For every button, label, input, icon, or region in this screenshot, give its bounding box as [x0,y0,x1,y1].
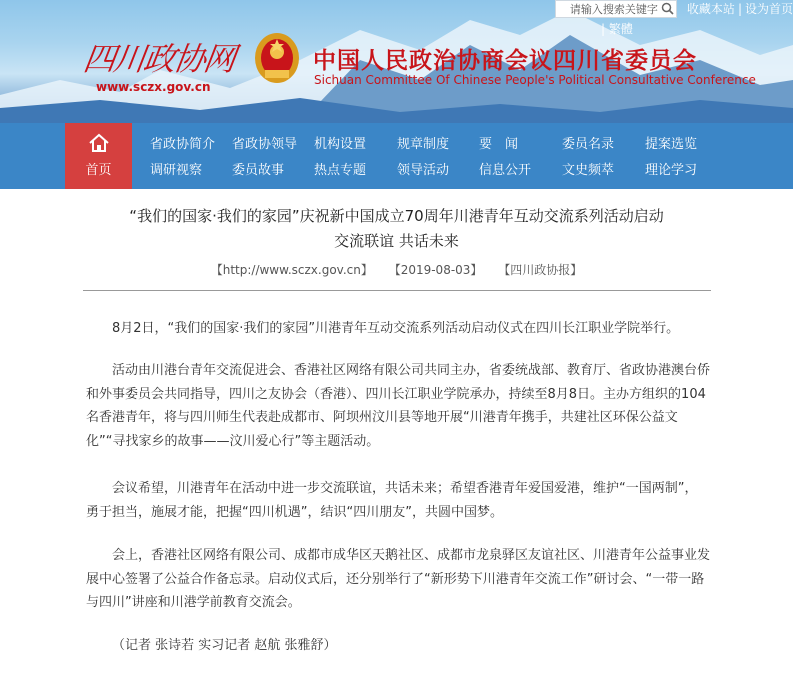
divider [83,290,711,291]
traditional-chinese-link[interactable]: | 繁體 [601,22,633,36]
search-icon[interactable] [660,1,676,17]
nav-item-cppcc-intro[interactable]: 省政协简介 [150,137,216,152]
top-bar [555,0,793,18]
site-title-cn: 中国人民政治协商会议四川省委员会 [313,48,697,74]
nav-item-leaders[interactable]: 省政协领导 [232,137,298,152]
cppcc-emblem-icon [252,30,302,88]
nav-item-hot-topics[interactable]: 热点专题 [314,163,367,178]
article-publisher: 【四川政协报】 [498,263,583,277]
site-logo-text[interactable]: 四川政协网 [81,40,237,78]
article-source-url: 【http://www.sczx.gov.cn】 [210,263,373,277]
site-title-en: Sichuan Committee Of Chinese People's Political Consultative Conference [314,73,756,87]
nav-home[interactable] [65,123,132,189]
nav-item-organization[interactable]: 机构设置 [314,137,367,152]
article-title-line2: 交流联谊 共话未来 [334,232,459,250]
nav-item-culture-history[interactable]: 文史频萃 [562,163,615,178]
home-icon [88,133,110,153]
search-box[interactable] [555,0,677,18]
nav-item-news[interactable]: 要 闻 [479,137,519,152]
nav-item-regulations[interactable]: 规章制度 [397,137,450,152]
link-separator: | [737,2,742,16]
nav-item-member-stories[interactable]: 委员故事 [232,163,285,178]
article-paragraph: 8月2日，“我们的国家·我们的家园”川港青年互动交流系列活动启动仪式在四川长江职业学院举行。 [112,321,680,336]
nav-item-inspection[interactable]: 调研视察 [150,163,203,178]
traditional-label[interactable]: 繁體 [608,22,633,36]
article-title-line1: “我们的国家·我们的家园”庆祝新中国成立70周年川港青年互动交流系列活动启动 [129,207,664,225]
bookmark-link[interactable]: 收藏本站 [686,2,735,16]
article-paragraph: 活动由川港台青年交流促进会、香港社区网络有限公司共同主办，省委统战部、教育厅、省政协港澳台侨和外事委员会共同指导，四川之友协会（香港）、四川长江职业学院承办，持续至8月8日。主办方组织的104名香港青年，将与四川师生代表赴成都市、阿坝州汶川县等地开展“川港青年携手，共建社区环保公益文化”“寻找家乡的故事——汶川爱心行”等主题活动。 [86,363,711,449]
search-input[interactable]: 请输入搜索关键字 [569,3,658,16]
site-url: www.sczx.gov.cn [96,80,211,94]
nav-home-label[interactable]: 首页 [85,163,112,178]
nav-item-info-disclosure[interactable]: 信息公开 [479,163,532,178]
article-byline: （记者 张诗若 实习记者 赵航 张雅舒） [112,638,337,653]
article-paragraph: 会议希望，川港青年在活动中进一步交流联谊，共话未来；希望香港青年爱国爱港，维护“一国两制”，勇于担当，施展才能，把握“四川机遇”，结识“四川朋友”，共圆中国梦。 [86,481,698,520]
nav-item-leader-activities[interactable]: 领导活动 [397,163,450,178]
nav-item-theory-study[interactable]: 理论学习 [645,163,698,178]
top-links [687,2,793,16]
article-date: 【2019-08-03】 [388,263,483,277]
article-paragraph: 会上，香港社区网络有限公司、成都市成华区天鹅社区、成都市龙泉驿区友谊社区、川港青年公益事业发展中心签署了公益合作备忘录。启动仪式后，还分别举行了“新形势下川港青年交流工作”研讨会、“一带一路与四川”讲座和川港学前教育交流会。 [86,548,711,610]
nav-item-members[interactable]: 委员名录 [562,137,615,152]
article-meta [0,261,793,278]
set-homepage-link[interactable]: 设为首页 [744,2,793,16]
site-header [0,0,793,123]
nav-item-proposals[interactable]: 提案选览 [645,137,698,152]
